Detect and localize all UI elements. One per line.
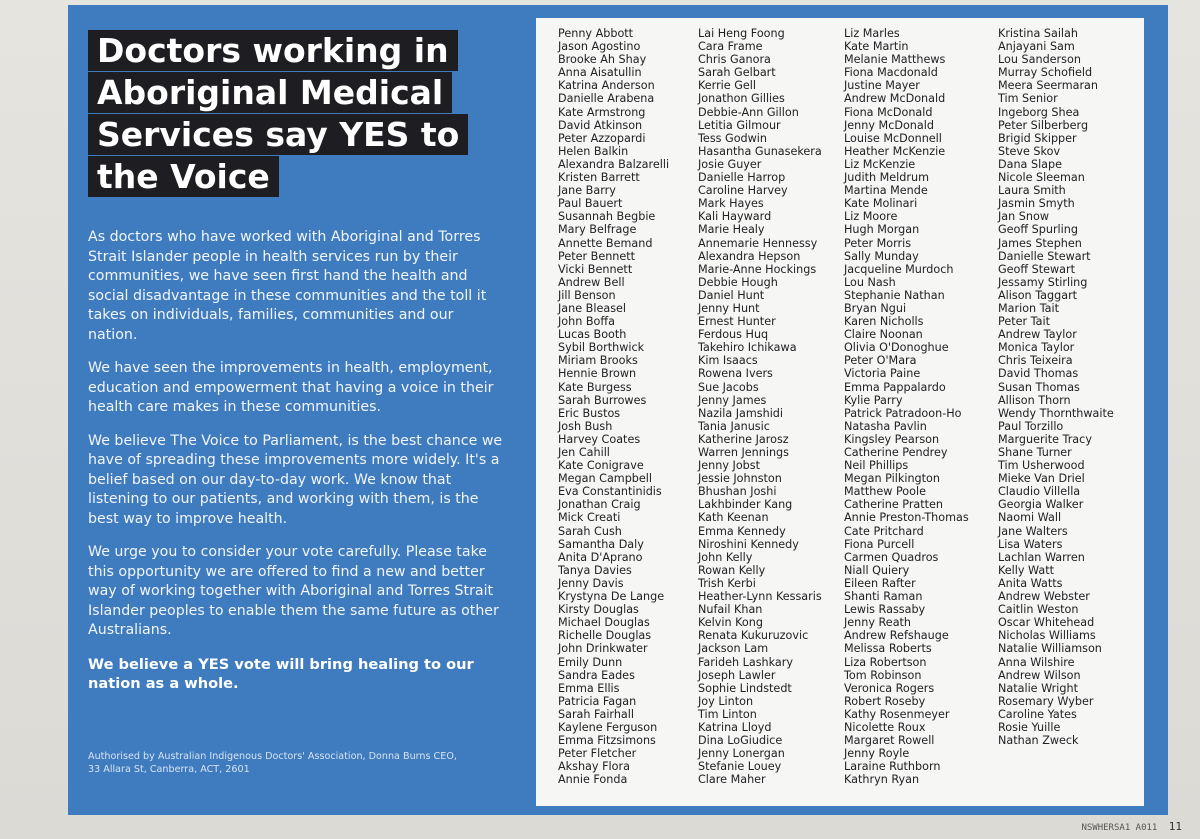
signatory-name: Murray Schofield — [998, 66, 1093, 80]
signatory-name: Tom Robinson — [844, 668, 922, 682]
signatory-name: Debbie Hough — [698, 275, 778, 289]
signatory-name: Anjayani Sam — [998, 40, 1075, 54]
signatory-name: John Drinkwater — [558, 642, 648, 656]
signatory-name: Louise McDonnell — [844, 131, 942, 145]
signatory-name: Fiona Macdonald — [844, 66, 938, 80]
signatory-name: Megan Campbell — [558, 472, 653, 486]
signatory-name: Jessie Johnston — [698, 472, 782, 486]
signatory-name: Andrew McDonald — [844, 92, 946, 106]
headline-line-1: Doctors working in — [88, 30, 458, 71]
signatory-name: Annie Preston-Thomas — [844, 511, 969, 525]
signatory-name: Ingeborg Shea — [998, 105, 1080, 119]
signatory-name: Anita D'Aprano — [558, 550, 643, 564]
signatory-name: Melissa Roberts — [844, 642, 932, 656]
signatory-name: Kaylene Ferguson — [558, 720, 658, 734]
signatory-name: Matthew Poole — [844, 485, 926, 499]
signatory-name: Robert Roseby — [844, 694, 926, 708]
signatory-name: Lai Heng Foong — [698, 27, 785, 40]
signatory-name: Danielle Arabena — [558, 92, 655, 106]
signatory-name: Peter Silberberg — [998, 118, 1089, 132]
signatory-name: Ernest Hunter — [698, 315, 776, 329]
signatory-name: Jen Cahill — [558, 446, 610, 459]
signatory-name: Lachlan Warren — [998, 550, 1085, 564]
signatories-panel — [536, 18, 1144, 806]
signatory-name: Karen Nicholls — [844, 315, 924, 329]
signatory-name: Niall Quiery — [844, 563, 910, 577]
signatory-name: Peter O'Mara — [844, 354, 917, 368]
signatory-name: Katrina Lloyd — [698, 720, 772, 734]
signatory-name: Kylie Parry — [844, 393, 903, 407]
signatory-name: Liza Robertson — [844, 655, 927, 669]
signatory-name: Peter Tait — [998, 315, 1050, 329]
signatory-name: Kate Molinari — [844, 197, 918, 211]
signatory-name: Kim Isaacs — [698, 354, 758, 368]
signatory-name: Andrew Webster — [998, 590, 1090, 604]
signatory-name: Takehiro Ichikawa — [698, 341, 797, 355]
signatory-name: Claudio Villella — [998, 485, 1081, 499]
signatory-name: Dana Slape — [998, 157, 1063, 171]
signatory-name: Ferdous Huq — [698, 328, 769, 342]
signatory-name: Jenny James — [698, 393, 767, 407]
signatory-name: Nathan Zweck — [998, 734, 1079, 748]
signatory-name: Andrew Wilson — [998, 668, 1081, 682]
signatory-name: Kristina Sailah — [998, 27, 1078, 40]
signatory-name: Eric Bustos — [558, 406, 621, 420]
signatory-name: Anita Watts — [998, 576, 1063, 590]
signatory-name: Vicki Bennett — [558, 262, 633, 276]
signatory-name: Kathryn Ryan — [844, 773, 920, 787]
signatory-name: Samantha Daly — [558, 537, 644, 551]
signatory-name: Natalie Wright — [998, 681, 1078, 695]
signatory-name: Chris Ganora — [698, 53, 771, 67]
signatory-name: Paul Torzillo — [998, 419, 1064, 433]
signatory-name: Farideh Lashkary — [698, 655, 793, 669]
signatory-name: Naomi Wall — [998, 511, 1062, 525]
signatory-name: Jacqueline Murdoch — [844, 262, 954, 276]
signatory-name: Miriam Brooks — [558, 354, 638, 368]
signatory-name: Wendy Thornthwaite — [998, 406, 1114, 420]
signatory-name: Sandra Eades — [558, 668, 635, 682]
signatory-name: Heather-Lynn Kessaris — [698, 590, 822, 604]
signatory-name: Sophie Lindstedt — [698, 681, 792, 695]
signatory-name: Lakhbinder Kang — [698, 498, 793, 512]
signatory-name: Lucas Booth — [558, 328, 627, 342]
signatory-name: Niroshini Kennedy — [698, 537, 799, 551]
signatory-name: David Thomas — [998, 367, 1079, 381]
signatory-name: Kate Martin — [844, 40, 909, 54]
signatory-name: Peter Azzopardi — [558, 131, 646, 145]
signatory-name: Sybil Borthwick — [558, 341, 645, 355]
signatory-name: Danielle Harrop — [698, 171, 786, 185]
signatory-name: Tania Janusic — [698, 419, 770, 433]
signatory-name: Katrina Anderson — [558, 79, 655, 93]
signatory-name: Jane Bleasel — [558, 301, 627, 315]
signatory-name: Jenny Davis — [558, 576, 624, 590]
signatory-name: Kristen Barrett — [558, 171, 640, 185]
edition-code: NSWHERSA1 A011 — [1081, 823, 1158, 833]
signatory-name: Katherine Jarosz — [698, 432, 789, 446]
signatory-name: Laraine Ruthborn — [844, 760, 941, 774]
signatory-name: Heather McKenzie — [844, 144, 946, 158]
signatory-name: Jenny Reath — [844, 616, 912, 630]
signatory-name: Laura Smith — [998, 184, 1066, 198]
signatory-name: Peter Morris — [844, 236, 912, 250]
signatory-name: Josh Bush — [558, 419, 613, 433]
signatory-name: Kerrie Gell — [698, 79, 756, 93]
signatory-name: Stephanie Nathan — [844, 288, 945, 302]
signatory-name: Marie Healy — [698, 223, 765, 237]
signatory-name: Lou Nash — [844, 275, 896, 289]
signatory-name: Letitia Gilmour — [698, 118, 781, 132]
signatory-name: Hennie Brown — [558, 367, 637, 381]
signatory-name: Paul Bauert — [558, 197, 623, 211]
signatory-name: Geoff Spurling — [998, 223, 1078, 237]
signatory-name: Jill Benson — [558, 288, 616, 302]
paragraph-2: We have seen the improvements in health, employment, education and empowerment that having a voice in their health care makes in these communities. — [88, 360, 494, 415]
signatory-name: Tess Godwin — [698, 131, 767, 145]
signatory-name: Kali Hayward — [698, 210, 772, 224]
headline-line-4: the Voice — [88, 156, 279, 197]
signatory-name: James Stephen — [998, 236, 1082, 250]
signatory-name: Caroline Yates — [998, 707, 1077, 721]
headline — [88, 30, 476, 198]
signatory-name: Lou Sanderson — [998, 53, 1081, 67]
signatory-name: Emma Kennedy — [698, 524, 786, 538]
signatory-name: Susannah Begbie — [558, 210, 656, 224]
signatory-name: Sally Munday — [844, 249, 919, 263]
signatory-name: Akshay Flora — [558, 760, 630, 774]
authorisation-credit — [88, 750, 508, 776]
paragraph-3: We believe The Voice to Parliament, is the best chance we have of spreading these improvements more widely. It's a belief based on our day-to-day work. We know that listening to our patients, and working with them, is the best way to improve health. — [88, 432, 503, 527]
signatory-name: Alison Taggart — [998, 288, 1078, 302]
signatory-name: Rowan Kelly — [698, 563, 766, 577]
signatory-name: Monica Taylor — [998, 341, 1075, 355]
signatory-name: Jenny McDonald — [844, 118, 934, 132]
signatory-name: Warren Jennings — [698, 446, 789, 459]
signatory-name: Renata Kukuruzovic — [698, 629, 809, 643]
signatory-name: Jason Agostino — [558, 40, 641, 54]
signatory-name: Eva Constantinidis — [558, 485, 662, 499]
signatory-name: Kingsley Pearson — [844, 432, 940, 446]
signatory-name: Daniel Hunt — [698, 288, 765, 302]
closing-statement: We believe a YES vote will bring healing to our nation as a whole. — [88, 655, 474, 692]
signatory-name: Shane Turner — [998, 446, 1072, 459]
signatory-name: Allison Thorn — [998, 393, 1071, 407]
signatory-name: Claire Noonan — [844, 328, 923, 342]
credit-line-2: 33 Allara St, Canberra, ACT, 2601 — [88, 764, 250, 775]
signatory-name: Jasmin Smyth — [998, 197, 1075, 211]
signatory-name: Eileen Rafter — [844, 576, 916, 590]
signatory-name: Nicole Sleeman — [998, 171, 1085, 185]
signatory-name: Emma Ellis — [558, 681, 620, 695]
signatory-name: Natalie Williamson — [998, 642, 1102, 656]
signatory-name: Megan Pilkington — [844, 472, 940, 486]
signatory-name: Nicholas Williams — [998, 629, 1096, 643]
signatory-name: Mark Hayes — [698, 197, 764, 211]
signatory-name: Jane Walters — [998, 524, 1068, 538]
signatory-name: Kathy Rosenmeyer — [844, 707, 950, 721]
signatory-name: Joseph Lawler — [698, 668, 776, 682]
signatory-name: Alexandra Balzarelli — [558, 157, 670, 171]
signatory-name: Jessamy Stirling — [998, 275, 1088, 289]
signatory-name: Mary Belfrage — [558, 223, 637, 237]
signatory-name: Annemarie Hennessy — [698, 236, 818, 250]
signatory-name: Marion Tait — [998, 301, 1060, 315]
signatory-name: Olivia O'Donoghue — [844, 341, 949, 355]
names-column-3 — [844, 27, 969, 786]
signatory-name: Melanie Matthews — [844, 53, 946, 67]
signatory-name: Margaret Rowell — [844, 734, 935, 748]
signatory-name: Patricia Fagan — [558, 694, 637, 708]
signatory-name: Patrick Patradoon-Ho — [844, 406, 962, 420]
signatory-name: Sarah Fairhall — [558, 707, 634, 721]
signatory-name: Catherine Pendrey — [844, 446, 948, 459]
signatory-name: Joy Linton — [698, 694, 754, 708]
signatory-name: Jenny Jobst — [698, 459, 761, 473]
signatory-name: Justine Mayer — [844, 79, 920, 93]
signatory-name: Cara Frame — [698, 40, 763, 54]
names-column-1 — [558, 27, 669, 786]
signatory-name: Jane Barry — [558, 184, 616, 198]
signatory-name: Marie-Anne Hockings — [698, 262, 817, 276]
signatory-name: Liz Moore — [844, 210, 898, 224]
signatory-name: Jonathan Craig — [558, 498, 641, 512]
signatory-name: Rosemary Wyber — [998, 694, 1094, 708]
signatory-name: Trish Kerbi — [698, 576, 756, 590]
signatory-name: Rosie Yuille — [998, 720, 1061, 734]
credit-line-1: Authorised by Australian Indigenous Doctors' Association, Donna Burns CEO, — [88, 751, 457, 762]
signatory-name: Jenny Lonergan — [698, 747, 785, 761]
signatory-name: Kelvin Kong — [698, 616, 763, 630]
signatory-name: Nazila Jamshidi — [698, 406, 784, 420]
signatory-name: Neil Phillips — [844, 459, 909, 473]
signatory-name: Fiona McDonald — [844, 105, 933, 119]
signatory-name: Susan Thomas — [998, 380, 1080, 394]
signatory-name: Helen Balkin — [558, 144, 629, 158]
signatory-name: Penny Abbott — [558, 27, 634, 40]
signatory-name: Emma Pappalardo — [844, 380, 946, 394]
signatory-name: Annette Bemand — [558, 236, 653, 250]
signatory-name: Mieke Van Driel — [998, 472, 1085, 486]
signatory-name: Jackson Lam — [698, 642, 769, 656]
signatory-name: Kate Conigrave — [558, 459, 644, 473]
signatory-name: Clare Maher — [698, 773, 766, 787]
signatory-name: Anna Aisatullin — [558, 66, 642, 80]
signatory-name: David Atkinson — [558, 118, 643, 132]
paragraph-4: We urge you to consider your vote carefully. Please take this opportunity we are offered to find a new and better way of working together with Aboriginal and Torres Strait Islander peoples to enable them the same future as other Australians. — [88, 544, 499, 638]
headline-line-3: Services say YES to — [88, 114, 468, 155]
signatory-name: Emma Fitzsimons — [558, 734, 656, 748]
signatory-name: Steve Skov — [998, 144, 1061, 158]
names-column-2 — [698, 27, 822, 786]
signatory-name: Georgia Walker — [998, 498, 1084, 512]
signatory-name: Caitlin Weston — [998, 603, 1079, 617]
signatory-name: Veronica Rogers — [844, 681, 935, 695]
signatory-name: Jenny Hunt — [698, 301, 760, 315]
signatory-name: Cate Pritchard — [844, 524, 924, 538]
signatory-name: Richelle Douglas — [558, 629, 652, 643]
signatory-name: Catherine Pratten — [844, 498, 944, 512]
signatory-name: Jenny Royle — [844, 747, 910, 761]
page-number: 11 — [1168, 820, 1182, 833]
signatory-name: Andrew Refshauge — [844, 629, 949, 643]
signatory-name: Judith Meldrum — [844, 171, 929, 185]
signatory-name: Harvey Coates — [558, 432, 641, 446]
signatory-name: Hasantha Gunasekera — [698, 144, 822, 158]
signatory-name: Carmen Quadros — [844, 550, 939, 564]
signatory-name: Dina LoGiudice — [698, 734, 783, 748]
signatory-name: Liz Marles — [844, 27, 900, 40]
signatory-name: Nufail Khan — [698, 603, 763, 617]
signatory-name: Victoria Paine — [844, 367, 921, 381]
signatory-name: Sarah Burrowes — [558, 393, 647, 407]
signatory-name: Bhushan Joshi — [698, 485, 777, 499]
signatory-name: Michael Douglas — [558, 616, 650, 630]
signatory-name: Shanti Raman — [844, 590, 923, 604]
signatory-name: Sue Jacobs — [698, 380, 759, 394]
signatory-name: Hugh Morgan — [844, 223, 920, 237]
page-footer — [1081, 820, 1182, 833]
signatory-name: Andrew Taylor — [998, 328, 1077, 342]
signatory-name: Kirsty Douglas — [558, 603, 639, 617]
signatory-name: Sarah Cush — [558, 524, 622, 538]
signatory-name: Tim Usherwood — [998, 459, 1085, 473]
signatory-name: Oscar Whitehead — [998, 616, 1095, 630]
signatory-name: Tim Senior — [998, 92, 1058, 106]
signatory-name: Peter Fletcher — [558, 747, 637, 761]
paragraph-1: As doctors who have worked with Aboriginal and Torres Strait Islander people in health services run by their communities, we have seen first hand the health and social disadvantage in these communities and the toll it takes on individuals, families, communities and our nation. — [88, 229, 487, 343]
headline-line-2: Aboriginal Medical — [88, 72, 452, 113]
signatory-name: Krystyna De Lange — [558, 590, 665, 604]
signatory-name: Kelly Watt — [998, 563, 1055, 577]
signatory-name: Fiona Purcell — [844, 537, 915, 551]
signatory-name: Meera Seermaran — [998, 79, 1098, 93]
signatory-name: Lisa Waters — [998, 537, 1063, 551]
signatory-name: Josie Guyer — [698, 157, 762, 171]
signatory-name: Marguerite Tracy — [998, 432, 1092, 446]
signatory-name: Jan Snow — [998, 210, 1049, 224]
signatory-name: Tanya Davies — [558, 563, 632, 577]
signatory-name: Stefanie Louey — [698, 760, 782, 774]
signatory-name: Kath Keenan — [698, 511, 769, 525]
signatory-name: Bryan Ngui — [844, 301, 907, 315]
signatory-name: Geoff Stewart — [998, 262, 1076, 276]
signatory-name: Mick Creati — [558, 511, 621, 525]
signatory-name: Kate Armstrong — [558, 105, 646, 119]
signatory-name: Peter Bennett — [558, 249, 636, 263]
signatory-name: Liz McKenzie — [844, 157, 916, 171]
signatory-name: Caroline Harvey — [698, 184, 788, 198]
signatory-name: Rowena Ivers — [698, 367, 773, 381]
signatory-name: Anna Wilshire — [998, 655, 1075, 669]
signatory-name: John Kelly — [698, 550, 753, 564]
signatory-name: Jonathon Gillies — [698, 92, 785, 106]
signatory-name: John Boffa — [558, 315, 615, 329]
signatory-name: Danielle Stewart — [998, 249, 1091, 263]
names-column-4 — [998, 27, 1114, 747]
signatory-name: Alexandra Hepson — [698, 249, 801, 263]
signatory-name: Sarah Gelbart — [698, 66, 776, 80]
signatory-name: Martina Mende — [844, 184, 928, 198]
signatory-name: Emily Dunn — [558, 655, 623, 669]
signatory-name: Kate Burgess — [558, 380, 632, 394]
signatory-name: Chris Teixeira — [998, 354, 1073, 368]
signatory-name: Tim Linton — [698, 707, 757, 721]
signatory-name: Debbie-Ann Gillon — [698, 105, 799, 119]
signatory-name: Annie Fonda — [558, 773, 628, 787]
ad-body — [88, 228, 506, 708]
signatory-name: Brigid Skipper — [998, 131, 1077, 145]
signatory-name: Brooke Ah Shay — [558, 53, 647, 67]
signatory-name: Lewis Rassaby — [844, 603, 926, 617]
signatory-name: Nicolette Roux — [844, 720, 926, 734]
signatory-name: Natasha Pavlin — [844, 419, 927, 433]
signatory-name: Andrew Bell — [558, 275, 625, 289]
